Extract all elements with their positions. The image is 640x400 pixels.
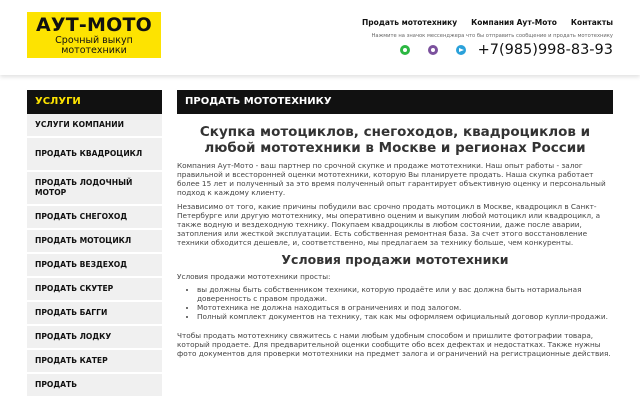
list-item: • Мототехника не должна находиться в ограничениях и под залогом. bbox=[197, 303, 613, 312]
sidebar-item-sell-boat-motor[interactable]: ПРОДАТЬ ЛОДОЧНЫЙ МОТОР bbox=[27, 172, 162, 206]
sidebar-item-sell-quad[interactable]: ПРОДАТЬ КВАДРОЦИКЛ bbox=[27, 138, 162, 172]
logo-title: АУТ-МОТО bbox=[36, 14, 152, 36]
sidebar-item-sell-more[interactable]: ПРОДАТЬ bbox=[27, 374, 162, 398]
sidebar-item-sell-motorcycle[interactable]: ПРОДАТЬ МОТОЦИКЛ bbox=[27, 230, 162, 254]
list-item: • вы должны быть собственником техники, которую продаёте или у вас должна быть нотариальная доверенность с правом продажи. bbox=[197, 285, 613, 303]
page-title: Скупка мотоциклов, снегоходов, квадроциклов и любой мототехники в Москве и регионах России bbox=[199, 124, 591, 156]
sidebar-item-sell-buggy[interactable]: ПРОДАТЬ БАГГИ bbox=[27, 302, 162, 326]
details-paragraph: Независимо от того, какие причины побудили вас срочно продать мотоцикл в Москве, квадроцикл в Санкт-Петербурге или другую мототехнику, мы оперативно оценим и выкупим любой мотоцикл или квадроцикл, а также водную и вездеходную технику. Покупаем квадроциклы в любом состоянии, даже после аварии, затопления или жесткой эксплуатации. Есть собственная ремонтная база. За счет этого восстановление техники обходится дешевле, и, соответственно, мы предлагаем за технику больше, чем конкуренты. bbox=[177, 202, 601, 247]
phone-number[interactable]: +7(985)998-83-93 bbox=[477, 42, 613, 58]
telegram-icon[interactable] bbox=[456, 45, 466, 55]
nav-company[interactable]: Компания Аут-Мото bbox=[471, 18, 557, 27]
conditions-intro: Условия продажи мототехники просты: bbox=[177, 272, 331, 281]
logo[interactable] bbox=[27, 12, 161, 58]
top-navigation bbox=[348, 18, 613, 27]
sidebar-item-sell-boat[interactable]: ПРОДАТЬ ЛОДКУ bbox=[27, 326, 162, 350]
messenger-hint: Нажмите на значок мессенджера что бы отправить сообщение и продать мототехнику bbox=[371, 33, 613, 39]
site-header bbox=[0, 0, 640, 75]
conditions-title: Условия продажи мототехники bbox=[281, 252, 509, 267]
sidebar-title: УСЛУГИ bbox=[27, 90, 162, 114]
main-content bbox=[177, 90, 613, 358]
list-item: • Полный комплект документов на технику, так как мы оформляем официальный договор купли-продажи. bbox=[197, 312, 613, 321]
sidebar-item-sell-scooter[interactable]: ПРОДАТЬ СКУТЕР bbox=[27, 278, 162, 302]
viber-icon[interactable] bbox=[428, 45, 438, 55]
services-sidebar bbox=[27, 90, 162, 398]
sidebar-item-sell-snowmobile[interactable]: ПРОДАТЬ СНЕГОХОД bbox=[27, 206, 162, 230]
conditions-list bbox=[177, 285, 613, 321]
nav-contacts[interactable]: Контакты bbox=[570, 18, 613, 27]
contacts-bar bbox=[382, 42, 613, 58]
logo-subtitle: Срочный выкуп мототехники bbox=[55, 35, 133, 56]
sidebar-item-company-services[interactable]: УСЛУГИ КОМПАНИИ bbox=[27, 114, 162, 138]
whatsapp-icon[interactable] bbox=[400, 45, 410, 55]
nav-sell-moto[interactable]: Продать мототехнику bbox=[362, 18, 458, 27]
how-to-sell-paragraph: Чтобы продать мототехнику свяжитесь с нами любым удобным способом и пришлите фотографии товара, который продаете. Для предварительной оценки сообщите обо всех дефектах и недостатках. Также нужны фото документов для проверки мототехники на предмет залога и ограничений на регистрационные действия. bbox=[177, 331, 611, 358]
main-header: ПРОДАТЬ МОТОТЕХНИКУ bbox=[177, 90, 613, 114]
intro-paragraph: Компания Аут-Мото - ваш партнер по срочной скупке и продаже мототехники. Наш опыт работы - залог правильной и всесторонней оценки мототехники, которую Вы планируете продать. Наша скупка работает более 15 лет и полученный за это время полученный опыт гарантирует объективную оценку и персональный подход к каждому клиенту. bbox=[177, 161, 606, 197]
sidebar-item-sell-cutter[interactable]: ПРОДАТЬ КАТЕР bbox=[27, 350, 162, 374]
sidebar-item-sell-atv[interactable]: ПРОДАТЬ ВЕЗДЕХОД bbox=[27, 254, 162, 278]
